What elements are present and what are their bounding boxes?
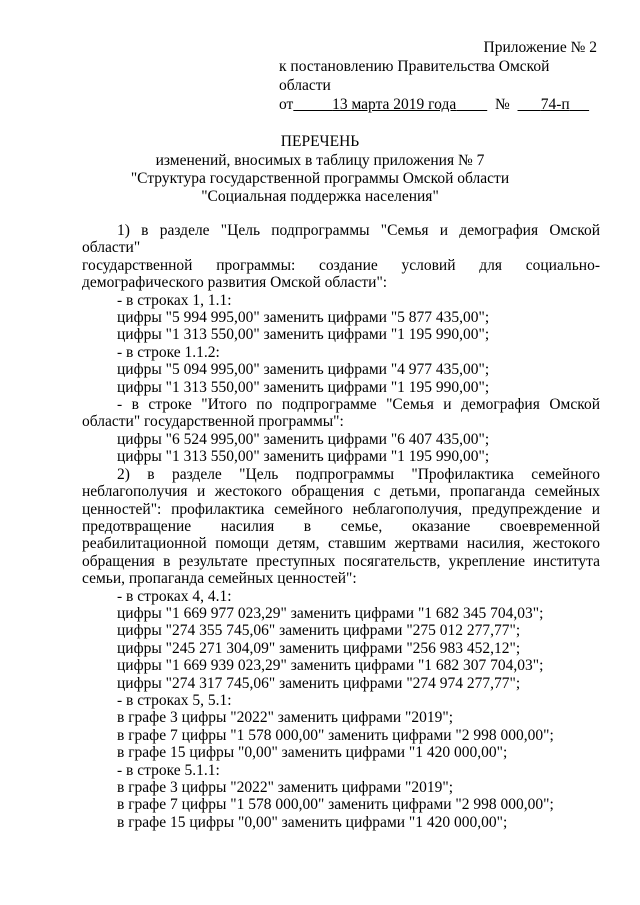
document-title: ПЕРЕЧЕНЬ <box>280 133 360 150</box>
change-line: цифры "1 669 939 023,29" заменить цифрами "1 682 307 704,03"; <box>117 657 544 675</box>
appendix-header <box>279 38 599 114</box>
item-2-rows-2: - в строках 5, 5.1: <box>117 691 232 709</box>
change-line: цифры "6 524 995,00" заменить цифрами "6 407 435,00"; <box>117 430 490 448</box>
document-body <box>82 222 600 831</box>
decree-date-number <box>279 95 599 114</box>
document-subtitle-3: "Социальная поддержка населения" <box>201 188 439 205</box>
document-subtitle-2: "Структура государственной программы Омской области <box>130 170 510 187</box>
item-2-section-text: неблагополучия и жестокого обращения с детьми, пропаганда семейных ценностей": профилактика семейного неблагополучия, предупреждение и предотвращение насилия в семье, оказание своевременной реабилитационной помощи детям, ставшим жертвами насилия, жестокого обращения в результате преступных посягательств, укрепление института семьи, пропаганда семейных ценностей": <box>82 483 600 588</box>
change-line: в графе 7 цифры "1 578 000,00" заменить цифрами "2 998 000,00"; <box>117 796 554 814</box>
change-line: цифры "1 313 550,00" заменить цифрами "1 195 990,00"; <box>117 378 490 396</box>
change-line: в графе 7 цифры "1 578 000,00" заменить цифрами "2 998 000,00"; <box>117 726 554 744</box>
change-line: в графе 3 цифры "2022" заменить цифрами "2019"; <box>117 709 454 727</box>
decree-date: 13 марта 2019 года <box>332 96 457 113</box>
change-line: в графе 3 цифры "2022" заменить цифрами "2019"; <box>117 779 454 796</box>
item-2-line-1: 2) в разделе "Цель подпрограммы "Профилактика семейного <box>117 465 600 483</box>
change-line: цифры "1 313 550,00" заменить цифрами "1 195 990,00"; <box>117 326 490 344</box>
number-prefix: № <box>494 96 510 113</box>
decree-number: 74-п <box>540 96 570 113</box>
change-line: цифры "5 994 995,00" заменить цифрами "5 877 435,00"; <box>117 309 490 327</box>
item-1-rows-1: - в строках 1, 1.1: <box>117 291 232 309</box>
change-line: цифры "5 094 995,00" заменить цифрами "4 977 435,00"; <box>117 361 490 379</box>
change-line: цифры "274 317 745,06" заменить цифрами "274 974 277,77"; <box>117 674 521 692</box>
change-line: цифры "1 313 550,00" заменить цифрами "1 195 990,00"; <box>117 448 490 466</box>
from-prefix: от <box>279 96 294 113</box>
appendix-number: Приложение № 2 <box>483 39 597 56</box>
item-1-rows-3-line-1: - в строке "Итого по подпрограмме "Семья и демография Омской <box>117 396 600 414</box>
item-2-rows-3: - в строке 5.1.1: <box>117 761 220 779</box>
item-1-line-3: демографического развития Омской области": <box>82 274 388 292</box>
item-1-line-2: государственной программы: создание условий для социально- <box>82 256 600 274</box>
item-2-rows-1: - в строках 4, 4.1: <box>117 587 232 605</box>
appendix-reference: к постановлению Правительства Омской области <box>279 58 550 94</box>
change-line: цифры "245 271 304,09" заменить цифрами "256 983 452,12"; <box>117 639 521 657</box>
item-1-rows-3-line-2: области" государственной программы": <box>82 413 344 431</box>
item-1-rows-2: - в строке 1.1.2: <box>117 343 220 361</box>
item-1-line-1: 1) в разделе "Цель подпрограммы "Семья и демография Омской области" <box>82 222 600 257</box>
change-line: цифры "1 669 977 023,29" заменить цифрами "1 682 345 704,03"; <box>117 604 544 622</box>
change-line: в графе 15 цифры "0,00" заменить цифрами "1 420 000,00"; <box>117 744 508 762</box>
change-line: цифры "274 355 745,06" заменить цифрами "275 012 277,77"; <box>117 622 521 640</box>
change-line: в графе 15 цифры "0,00" заменить цифрами "1 420 000,00"; <box>117 813 508 831</box>
document-subtitle-1: изменений, вносимых в таблицу приложения № 7 <box>155 152 485 169</box>
